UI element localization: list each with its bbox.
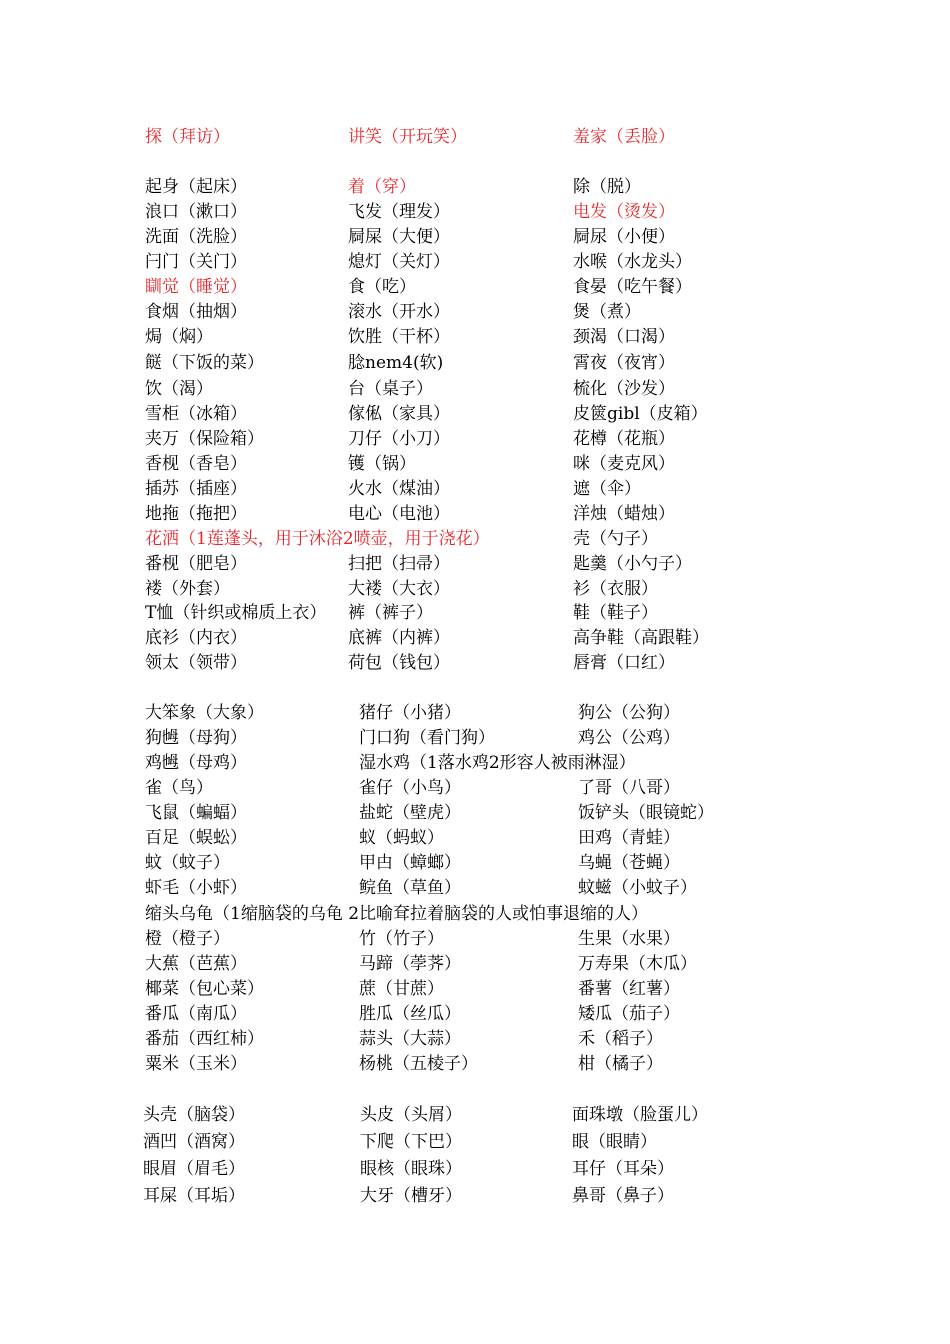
term: 狗公（公狗）	[578, 703, 680, 723]
term: 插苏（插座）	[145, 479, 247, 499]
term: 裤（裤子）	[348, 603, 433, 623]
term: 禾（稻子）	[578, 1029, 663, 1049]
term: 番茄（西红柿）	[145, 1029, 264, 1049]
term: 雀（鸟）	[145, 778, 213, 798]
term: 番瓜（南瓜）	[145, 1004, 247, 1024]
term: 百足（蜈蚣）	[145, 828, 247, 848]
term: 领太（领带）	[145, 653, 247, 673]
term: 蚊（蚊子）	[145, 853, 230, 873]
term: 衫（衣服）	[573, 579, 658, 599]
term: 底裤（内裤）	[348, 628, 450, 648]
term: 大笨象（大象）	[145, 703, 264, 723]
term: 柑（橘子）	[578, 1054, 663, 1074]
term-highlighted: 电发（烫发）	[573, 202, 675, 222]
term: 矮瓜（茄子）	[578, 1004, 680, 1024]
term: 镬（锅）	[348, 454, 416, 474]
term: 屙屎（大便）	[348, 227, 450, 247]
term: 面珠墩（脸蛋儿）	[572, 1105, 708, 1125]
term: 头壳（脑袋）	[143, 1105, 245, 1125]
term: 霄夜（夜宵）	[573, 353, 675, 373]
term: 胜瓜（丝瓜）	[359, 1004, 461, 1024]
term: 田鸡（青蛙）	[578, 828, 680, 848]
term: 洗面（洗脸）	[145, 227, 247, 247]
term: 扫把（扫帚）	[348, 554, 450, 574]
term: 酒凹（酒窝）	[143, 1132, 245, 1152]
term-highlighted: 着（穿）	[348, 177, 416, 197]
term: 门口狗（看门狗）	[359, 728, 495, 748]
header-term-1: 探（拜访）	[145, 127, 230, 147]
term: 耳屎（耳垢）	[143, 1186, 245, 1206]
term: 眼（眼睛）	[572, 1132, 657, 1152]
term-highlighted: 瞓觉（睡觉）	[145, 277, 247, 297]
term: 万寿果（木瓜）	[578, 954, 697, 974]
term: 蒜头（大蒜）	[359, 1029, 461, 1049]
term: 大蕉（芭蕉）	[145, 954, 247, 974]
term: 花樽（花瓶）	[573, 429, 675, 449]
term: 蚊螆（小蚊子）	[578, 878, 697, 898]
term: 眼眉（眉毛）	[143, 1159, 245, 1179]
term: 饭铲头（眼镜蛇）	[578, 803, 714, 823]
term: 盐蛇（壁虎）	[359, 803, 461, 823]
term: 大褛（大衣）	[348, 579, 450, 599]
term: 雀仔（小鸟）	[359, 778, 461, 798]
term: 眼核（眼珠）	[360, 1159, 462, 1179]
term: 鲩鱼（草鱼）	[359, 878, 461, 898]
term-highlighted: 花洒（1莲蓬头，用于沐浴2喷壶，用于浇花）	[145, 529, 490, 549]
term: 屙尿（小便）	[573, 227, 675, 247]
term: 火水（煤油）	[348, 479, 450, 499]
term: 水喉（水龙头）	[573, 252, 692, 272]
term: 除（脱）	[573, 177, 641, 197]
term: 傢俬（家具）	[348, 404, 450, 424]
term: 生果（水果）	[578, 929, 680, 949]
term: 梳化（沙发）	[573, 379, 675, 399]
term: 鼻哥（鼻子）	[572, 1186, 674, 1206]
term: 缩头乌龟（1缩脑袋的乌龟 2比喻耷拉着脑袋的人或怕事退缩的人）	[145, 904, 649, 924]
term: 食晏（吃午餐）	[573, 277, 692, 297]
term: T恤（针织或棉质上衣）	[145, 603, 327, 623]
term: 椰菜（包心菜）	[145, 979, 264, 999]
term: 台（桌子）	[348, 379, 433, 399]
term: 底衫（内衣）	[145, 628, 247, 648]
term: 蔗（甘蔗）	[359, 979, 444, 999]
term: 遮（伞）	[573, 479, 641, 499]
term: 焗（焖）	[145, 327, 213, 347]
header-term-2: 讲笑（开玩笑）	[348, 127, 467, 147]
term: 粟米（玉米）	[145, 1054, 247, 1074]
term: 甲甴（蟑螂）	[359, 853, 461, 873]
term: 刀仔（小刀）	[348, 429, 450, 449]
term: 湿水鸡（1落水鸡2形容人被雨淋湿）	[359, 753, 636, 773]
term: 番薯（红薯）	[578, 979, 680, 999]
term: 猪仔（小猪）	[359, 703, 461, 723]
term: 鸡乸（母鸡）	[145, 753, 247, 773]
term: 颈渴（口渴）	[573, 327, 675, 347]
term: 下爬（下巴）	[360, 1132, 462, 1152]
term: 乌蝇（苍蝇）	[578, 853, 680, 873]
term: 起身（起床）	[145, 177, 247, 197]
term: 洋烛（蜡烛）	[573, 504, 675, 524]
term: 飞发（理发）	[348, 202, 450, 222]
term: 了哥（八哥）	[578, 778, 680, 798]
term: 雪柜（冰箱）	[145, 404, 247, 424]
term: 大牙（槽牙）	[360, 1186, 462, 1206]
term: 狗乸（母狗）	[145, 728, 247, 748]
term: 食烟（抽烟）	[145, 302, 247, 322]
term: 橙（橙子）	[145, 929, 230, 949]
header-term-3: 羞家（丢脸）	[573, 127, 675, 147]
term: 高争鞋（高跟鞋）	[573, 628, 709, 648]
term: 餸（下饭的菜）	[145, 353, 264, 373]
term: 蚁（蚂蚁）	[359, 828, 444, 848]
term: 竹（竹子）	[359, 929, 444, 949]
term: 饮胜（干杯）	[348, 327, 450, 347]
term: 腍nem4(软)	[348, 353, 444, 373]
term: 地拖（拖把）	[145, 504, 247, 524]
term: 电心（电池）	[348, 504, 450, 524]
term: 闩门（关门）	[145, 252, 247, 272]
term: 夹万（保险箱）	[145, 429, 264, 449]
term: 饮（渴）	[145, 379, 213, 399]
term: 匙羹（小勺子）	[573, 554, 692, 574]
term: 唇膏（口红）	[573, 653, 675, 673]
term: 虾毛（小虾）	[145, 878, 247, 898]
term: 头皮（头屑）	[360, 1105, 462, 1125]
term: 壳（勺子）	[573, 529, 658, 549]
term: 飞鼠（蝙蝠）	[145, 803, 247, 823]
term: 熄灯（关灯）	[348, 252, 450, 272]
term: 香枧（香皂）	[145, 454, 247, 474]
term: 滚水（开水）	[348, 302, 450, 322]
term: 皮篋gibl（皮箱）	[573, 404, 708, 424]
term: 耳仔（耳朵）	[572, 1159, 674, 1179]
term: 荷包（钱包）	[348, 653, 450, 673]
term: 食（吃）	[348, 277, 416, 297]
term: 咪（麦克风）	[573, 454, 675, 474]
term: 番枧（肥皂）	[145, 554, 247, 574]
term: 鞋（鞋子）	[573, 603, 658, 623]
term: 马蹄（荸荠）	[359, 954, 461, 974]
term: 杨桃（五棱子）	[359, 1054, 478, 1074]
term: 褛（外套）	[145, 579, 230, 599]
term: 鸡公（公鸡）	[578, 728, 680, 748]
term: 煲（煮）	[573, 302, 641, 322]
term: 浪口（漱口）	[145, 202, 247, 222]
